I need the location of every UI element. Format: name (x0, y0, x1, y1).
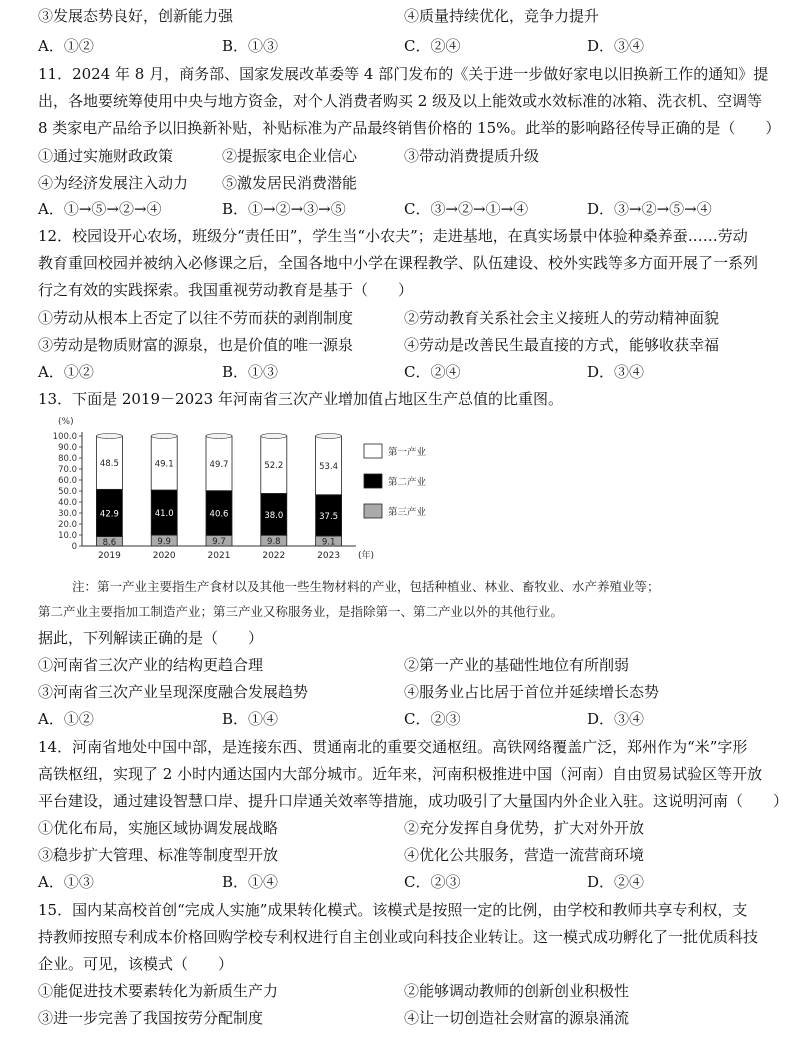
bar-value-label: 40.6 (209, 509, 229, 520)
q15-option-3: ③进一步完善了我国按劳分配制度 (38, 1009, 264, 1027)
q11-option-4: ④为经济发展注入动力 (38, 174, 189, 192)
q11-option-5: ⑤激发居民消费潜能 (222, 174, 358, 192)
bar-value-label: 53.4 (319, 461, 339, 472)
x-tick-label: 2020 (152, 551, 176, 561)
q11-option-1: ①通过实施财政政策 (38, 147, 174, 165)
y-tick-label: 70.0 (58, 465, 77, 475)
q13-answer-b[interactable]: B．①④ (222, 710, 279, 728)
prev-option-4: ④质量持续优化，竞争力提升 (404, 7, 600, 25)
q12-answer-a[interactable]: A．①② (38, 363, 94, 381)
q14-answer-d[interactable]: D．②④ (587, 873, 645, 891)
q12-answer-c[interactable]: C．②④ (404, 363, 461, 381)
q12-stem-line-3: 行之有效的实践探索。我国重视劳动教育是基于（ ） (38, 281, 414, 299)
q13-answer-c[interactable]: C．②③ (404, 710, 461, 728)
q11-option-3: ③带动消费提质升级 (404, 147, 540, 165)
q13-chart (38, 412, 458, 572)
bar-cap (261, 434, 287, 439)
x-tick-label: 2021 (207, 551, 231, 561)
q11-option-2: ②提振家电企业信心 (222, 147, 358, 165)
q12-option-4: ④劳动是改善民生最直接的方式，能够收获幸福 (404, 336, 720, 354)
q13-stem: 13．下面是 2019－2023 年河南省三次产业增加值占地区生产总值的比重图。 (38, 390, 563, 408)
q11-answer-a[interactable]: A．①→⑤→②→④ (38, 200, 162, 218)
prev-answer-b[interactable]: B．①③ (222, 37, 279, 55)
prev-option-3: ③发展态势良好，创新能力强 (38, 7, 234, 25)
q13-option-3: ③河南省三次产业呈现深度融合发展趋势 (38, 683, 309, 701)
y-tick-label: 80.0 (58, 454, 77, 464)
stacked-bar-chart (38, 412, 458, 572)
y-tick-label: 90.0 (58, 443, 77, 453)
q14-answer-c[interactable]: C．②③ (404, 873, 461, 891)
bar-value-label: 9.7 (212, 537, 226, 548)
bar-value-label: 42.9 (99, 509, 119, 520)
legend-swatch (364, 444, 382, 458)
q13-option-4: ④服务业占比居于首位并延续增长态势 (404, 683, 660, 701)
q15-option-1: ①能促进技术要素转化为新质生产力 (38, 982, 279, 1000)
prev-answer-c[interactable]: C．②④ (404, 37, 461, 55)
bar-value-label: 8.6 (102, 537, 117, 548)
legend-label: 第二产业 (388, 477, 427, 488)
x-tick-label: 2022 (262, 551, 286, 561)
bar-cap (206, 434, 232, 439)
q13-option-2: ②第一产业的基础性地位有所削弱 (404, 656, 630, 674)
q13-answer-d[interactable]: D．③④ (587, 710, 645, 728)
bar-cap (151, 434, 177, 439)
y-tick-label: 30.0 (58, 509, 77, 519)
bar-value-label: 49.1 (154, 459, 174, 470)
bar-value-label: 52.2 (264, 461, 284, 472)
q12-stem-line-2: 教育重回校园并被纳入必修课之后，全国各地中小学在课程教学、队伍建设、校外实践等多方面开展了一系列 (38, 254, 759, 272)
prev-answer-d[interactable]: D．③④ (587, 37, 645, 55)
y-tick-label: 20.0 (58, 520, 77, 530)
q11-answer-b[interactable]: B．①→②→③→⑤ (222, 200, 346, 218)
q12-option-1: ①劳动从根本上否定了以往不劳而获的剥削制度 (38, 309, 354, 327)
x-tick-label: 2023 (317, 551, 341, 561)
q11-stem-line-2: 出，各地要统筹使用中央与地方资金，对个人消费者购买 2 级及以上能效或水效标准的冰箱、洗衣机、空调等 (38, 92, 763, 110)
q11-stem-line-1: 11．2024 年 8 月，商务部、国家发展改革委等 4 部门发布的《关于进一步做好家电以旧换新工作的通知》提 (38, 65, 769, 83)
bar-value-label: 9.1 (321, 537, 336, 548)
q14-option-2: ②充分发挥自身优势，扩大对外开放 (404, 819, 645, 837)
q14-answer-a[interactable]: A．①③ (38, 873, 94, 891)
q14-option-4: ④优化公共服务，营造一流营商环境 (404, 846, 645, 864)
q13-note-line-2: 第二产业主要指加工制造产业；第三产业又称服务业，是指除第一、第二产业以外的其他行业。 (38, 604, 564, 619)
q13-option-1: ①河南省三次产业的结构更趋合理 (38, 656, 264, 674)
legend-swatch (364, 504, 382, 518)
bar-cap (96, 434, 122, 439)
q14-stem-line-3: 平台建设，通过建设智慧口岸、提升口岸通关效率等措施，成功吸引了大量国内外企业入驻。这说明河南（ ） (38, 792, 789, 810)
y-tick-label: 40.0 (58, 498, 77, 508)
q14-stem-line-2: 高铁枢纽，实现了 2 小时内通达国内大部分城市。近年来，河南积极推进中国（河南）自由贸易试验区等开放 (38, 765, 763, 783)
bar-value-label: 9.9 (157, 537, 171, 548)
q13-prompt: 据此，下列解读正确的是（ ） (38, 629, 264, 647)
q11-stem-line-3: 8 类家电产品给予以旧换新补贴，补贴标准为产品最终销售价格的 15%。此举的影响路径传导正确的是（ ） (38, 119, 781, 137)
prev-answer-a[interactable]: A．①② (38, 37, 94, 55)
q11-answer-d[interactable]: D．③→②→⑤→④ (587, 200, 712, 218)
q13-answer-a[interactable]: A．①② (38, 710, 94, 728)
y-tick-label: 0 (71, 542, 77, 552)
legend-label: 第一产业 (388, 447, 427, 458)
y-tick-label: 10.0 (58, 531, 77, 541)
y-tick-label: 60.0 (58, 476, 77, 486)
y-unit-label: (%) (58, 417, 74, 427)
x-unit-label: (年) (358, 551, 375, 561)
q15-stem-line-2: 持教师按照专利成本价格回购学校专利权进行自主创业或向科技企业转让。这一模式成功孵化了一批优质科技 (38, 928, 759, 946)
bar-value-label: 9.8 (267, 537, 281, 548)
x-tick-label: 2019 (97, 551, 121, 561)
q15-stem-line-1: 15．国内某高校首创“完成人实施”成果转化模式。该模式是按照一定的比例，由学校和教师共享专利权，支 (38, 901, 748, 919)
q12-answer-b[interactable]: B．①③ (222, 363, 279, 381)
bar-value-label: 41.0 (154, 509, 174, 520)
q14-option-3: ③稳步扩大管理、标准等制度型开放 (38, 846, 279, 864)
q15-stem-line-3: 企业。可见，该模式（ ） (38, 955, 234, 973)
q12-stem-line-1: 12．校园设开心农场，班级分“责任田”，学生当“小农夫”；走进基地，在真实场景中体验种桑养蚕……劳动 (38, 227, 748, 245)
q12-option-3: ③劳动是物质财富的源泉，也是价值的唯一源泉 (38, 336, 354, 354)
y-tick-label: 50.0 (58, 487, 77, 497)
q15-option-2: ②能够调动教师的创新创业积极性 (404, 982, 630, 1000)
y-tick-label: 100.0 (52, 432, 77, 442)
bar-value-label: 49.7 (209, 459, 229, 470)
bar-cap (316, 434, 342, 439)
q12-answer-d[interactable]: D．③④ (587, 363, 645, 381)
q14-option-1: ①优化布局，实施区域协调发展战略 (38, 819, 279, 837)
bar-value-label: 37.5 (319, 511, 339, 522)
q14-stem-line-1: 14．河南省地处中国中部，是连接东西、贯通南北的重要交通枢纽。高铁网络覆盖广泛，郑州作为“米”字形 (38, 738, 748, 756)
bar-value-label: 38.0 (264, 510, 284, 521)
q15-option-4: ④让一切创造社会财富的源泉涌流 (404, 1009, 630, 1027)
legend-swatch (364, 474, 382, 488)
q13-note-line-1: 注：第一产业主要指生产食材以及其他一些生物材料的产业，包括种植业、林业、畜牧业、水产养殖业等； (72, 579, 660, 594)
legend-label: 第三产业 (388, 507, 427, 518)
q14-answer-b[interactable]: B．①④ (222, 873, 279, 891)
bar-value-label: 48.5 (99, 459, 119, 470)
q11-answer-c[interactable]: C．③→②→①→④ (404, 200, 529, 218)
q12-option-2: ②劳动教育关系社会主义接班人的劳动精神面貌 (404, 309, 720, 327)
